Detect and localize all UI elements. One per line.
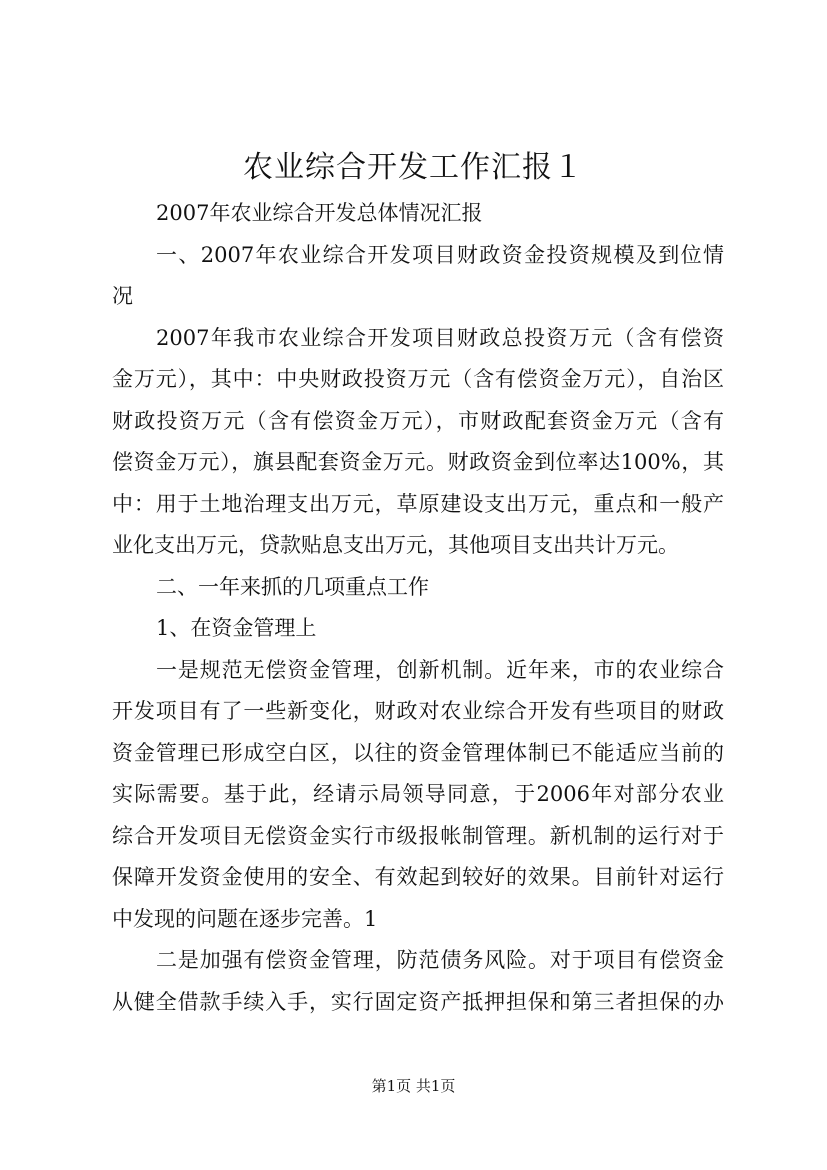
- section-heading: 二、一年来抓的几项重点工作: [156, 574, 429, 599]
- page-number-footer: 第1页 共1页: [371, 1077, 456, 1095]
- document-body: [112, 193, 724, 1023]
- paragraph-line: 开发项目有了一些新变化，财政对农业综合开发有些项目的财政: [112, 699, 724, 723]
- paragraph-line: 财政投资万元（含有偿资金万元），市财政配套资金万元（含有: [112, 408, 724, 433]
- paragraph-line: 偿资金万元），旗县配套资金万元。财政资金到位率达100%，其: [112, 450, 724, 474]
- paragraph-line: 中发现的问题在逐步完善。1: [112, 906, 378, 931]
- paragraph-line: 一是规范无偿资金管理，创新机制。近年来，市的农业综合: [156, 657, 724, 682]
- paragraph-line: 业化支出万元，贷款贴息支出万元，其他项目支出共计万元。: [112, 533, 679, 557]
- paragraph-line: 2007年农业综合开发总体情况汇报: [156, 201, 483, 225]
- subsection-heading: 1、在资金管理上: [156, 616, 317, 640]
- paragraph-line: 2007年我市农业综合开发项目财政总投资万元（含有偿资: [156, 325, 724, 350]
- paragraph-line: 从健全借款手续入手，实行固定资产抵押担保和第三者担保的办: [112, 989, 724, 1014]
- paragraph-line: 况: [112, 284, 133, 308]
- paragraph-line: 保障开发资金使用的安全、有效起到较好的效果。目前针对运行: [112, 865, 724, 889]
- paragraph-line: 二是加强有偿资金管理，防范债务风险。对于项目有偿资金: [156, 948, 724, 972]
- paragraph-line: 中：用于土地治理支出万元，草原建设支出万元，重点和一般产: [112, 491, 724, 516]
- paragraph-line: 金万元），其中：中央财政投资万元（含有偿资金万元），自治区: [112, 367, 724, 391]
- paragraph-line: 实际需要。基于此，经请示局领导同意，于2006年对部分农业: [112, 782, 724, 806]
- paragraph-line: 一、2007年农业综合开发项目财政资金投资规模及到位情: [156, 242, 724, 267]
- paragraph-line: 资金管理已形成空白区，以往的资金管理体制已不能适应当前的: [112, 740, 724, 765]
- paragraph-line: 综合开发项目无偿资金实行市级报帐制管理。新机制的运行对于: [112, 823, 724, 848]
- document-title: 农业综合开发工作汇报１: [243, 150, 584, 185]
